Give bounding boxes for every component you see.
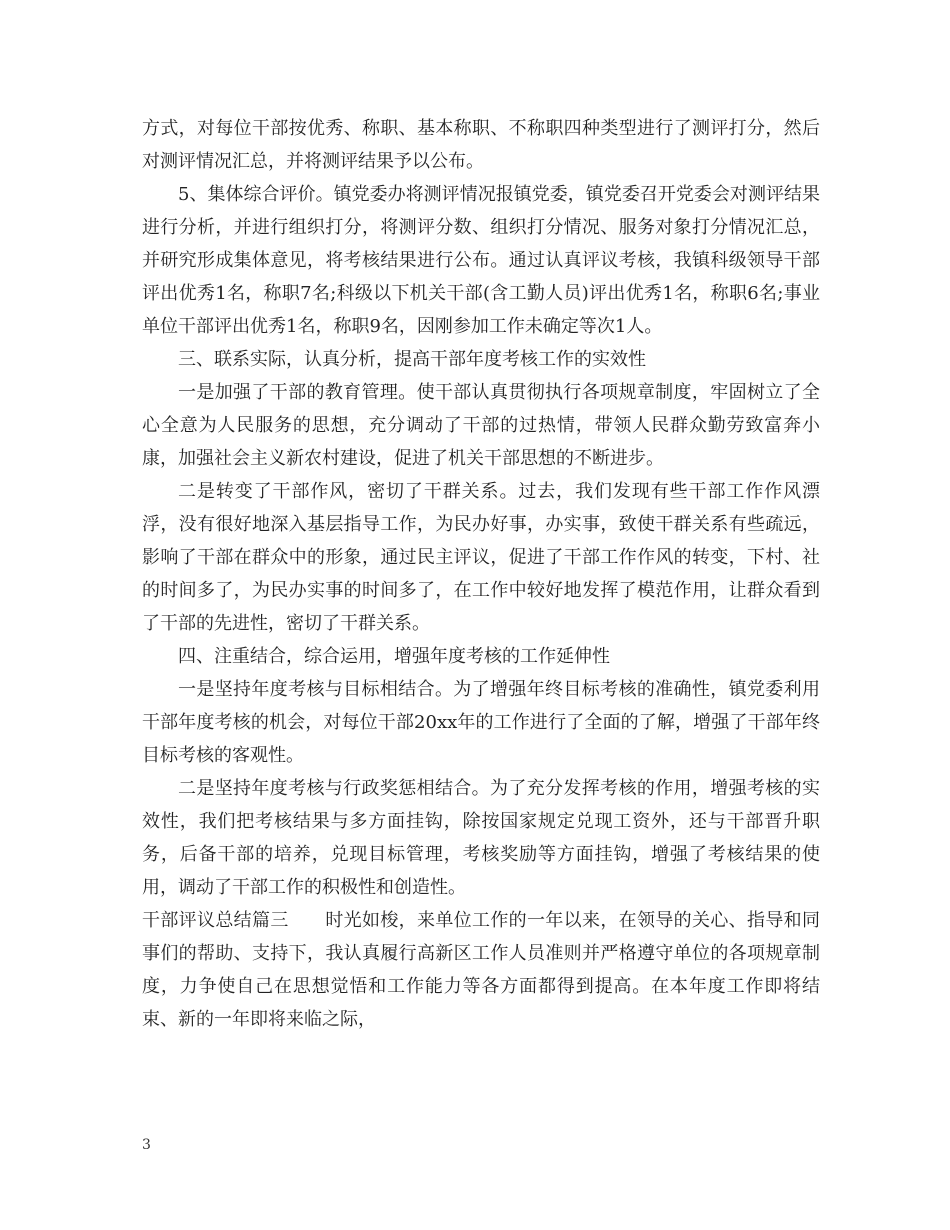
paragraph: 方式，对每位干部按优秀、称职、基本称职、不称职四种类型进行了测评打分，然后对测评情况汇总，并将测评结果予以公布。 xyxy=(142,118,820,172)
paragraph: 二是坚持年度考核与行政奖惩相结合。为了充分发挥考核的作用，增强考核的实效性，我们把考核结果与多方面挂钩，除按国家规定兑现工资外，还与干部晋升职务，后备干部的培养，兑现目标管理，考核奖励等方面挂钩，增强了考核结果的使用，调动了干部工作的积极性和创造性。 xyxy=(142,778,820,898)
section-heading: 三、联系实际，认真分析，提高干部年度考核工作的实效性 xyxy=(178,349,646,370)
paragraph: 一是加强了干部的教育管理。使干部认真贯彻执行各项规章制度，牢固树立了全心全意为人民服务的思想，充分调动了干部的过热情，带领人民群众勤劳致富奔小康，加强社会主义新农村建设，促进了机关干部思想的不断进步。 xyxy=(142,382,820,469)
section-heading: 四、注重结合，综合运用，增强年度考核的工作延伸性 xyxy=(178,646,610,667)
paragraph: 二是转变了干部作风，密切了干群关系。过去，我们发现有些干部工作作风漂浮，没有很好地深入基层指导工作，为民办好事，办实事，致使干群关系有些疏远，影响了干部在群众中的形象，通过民主评议，促进了干部工作作风的转变，下村、社的时间多了，为民办实事的时间多了，在工作中较好地发挥了模范作用，让群众看到了干部的先进性，密切了干群关系。 xyxy=(142,481,820,634)
document-body xyxy=(142,112,820,1036)
page-number: 3 xyxy=(142,1137,151,1153)
paragraph: 5、集体综合评价。镇党委办将测评情况报镇党委，镇党委召开党委会对测评结果进行分析，并进行组织打分，将测评分数、组织打分情况、服务对象打分情况汇总，并研究形成集体意见，将考核结果进行公布。通过认真评议考核，我镇科级领导干部评出优秀1名，称职7名;科级以下机关干部(含工勤人员)评出优秀1名，称职6名;事业单位干部评出优秀1名，称职9名，因刚参加工作未确定等次1人。 xyxy=(142,184,820,337)
paragraph: 一是坚持年度考核与目标相结合。为了增强年终目标考核的准确性，镇党委利用干部年度考核的机会，对每位干部20xx年的工作进行了全面的了解，增强了干部年终目标考核的客观性。 xyxy=(142,679,820,766)
paragraph: 干部评议总结篇三 时光如梭，来单位工作的一年以来，在领导的关心、指导和同事们的帮助、支持下，我认真履行高新区工作人员准则并严格遵守单位的各项规章制度，力争使自己在思想觉悟和工作能力等各方面都得到提高。在本年度工作即将结束、新的一年即将来临之际， xyxy=(142,910,820,1030)
